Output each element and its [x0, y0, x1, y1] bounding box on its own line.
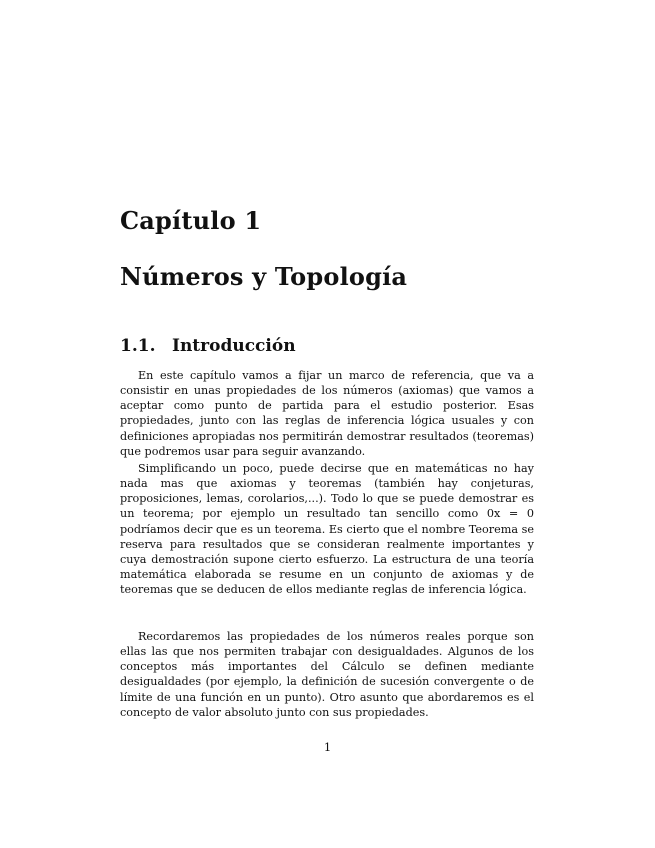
section-heading [120, 336, 296, 356]
section-number: 1.1. [120, 336, 156, 356]
paragraph-real-numbers: Recordaremos las propiedades de los números reales porque son ellas las que nos permiten trabajar con desigualdades. Algunos de los conceptos más importantes del Cálculo se definen mediante desigualdades (por ejemplo, la definición de sucesión convergente o de límite de una función en un punto). Otro asunto que abordaremos es el concepto de valor absoluto junto con sus propiedades. [120, 630, 534, 719]
page-number: 1 [323, 740, 332, 754]
section-title: Introducción [172, 336, 296, 356]
chapter-title: Números y Topología [120, 262, 408, 291]
paragraph-axioms: Simplificando un poco, puede decirse que en matemáticas no hay nada mas que axiomas y teoremas (también hay conjeturas, proposiciones, lemas, corolarios,...). Todo lo que se puede demostrar es un teorema; por ejemplo un resultado tan sencillo como 0x = 0 podríamos decir que es un teorema. Es cierto que el nombre Teorema se reserva para resultados que se consideran realmente importantes y cuya demostración supone cierto esfuerzo. La estructura de una teoría matemática elaborada se resume en un conjunto de axiomas y de teoremas que se deducen de ellos mediante reglas de inferencia lógica. [120, 462, 534, 597]
chapter-label: Capítulo 1 [120, 206, 262, 235]
paragraph-intro: En este capítulo vamos a fijar un marco de referencia, que va a consistir en unas propiedades de los números (axiomas) que vamos a aceptar como punto de partida para el estudio posterior. Esas propiedades, junto con las reglas de inferencia lógica usuales y con definiciones apropiadas nos permitirán demostrar resultados (teoremas) que podremos usar para seguir avanzando. [120, 369, 534, 458]
